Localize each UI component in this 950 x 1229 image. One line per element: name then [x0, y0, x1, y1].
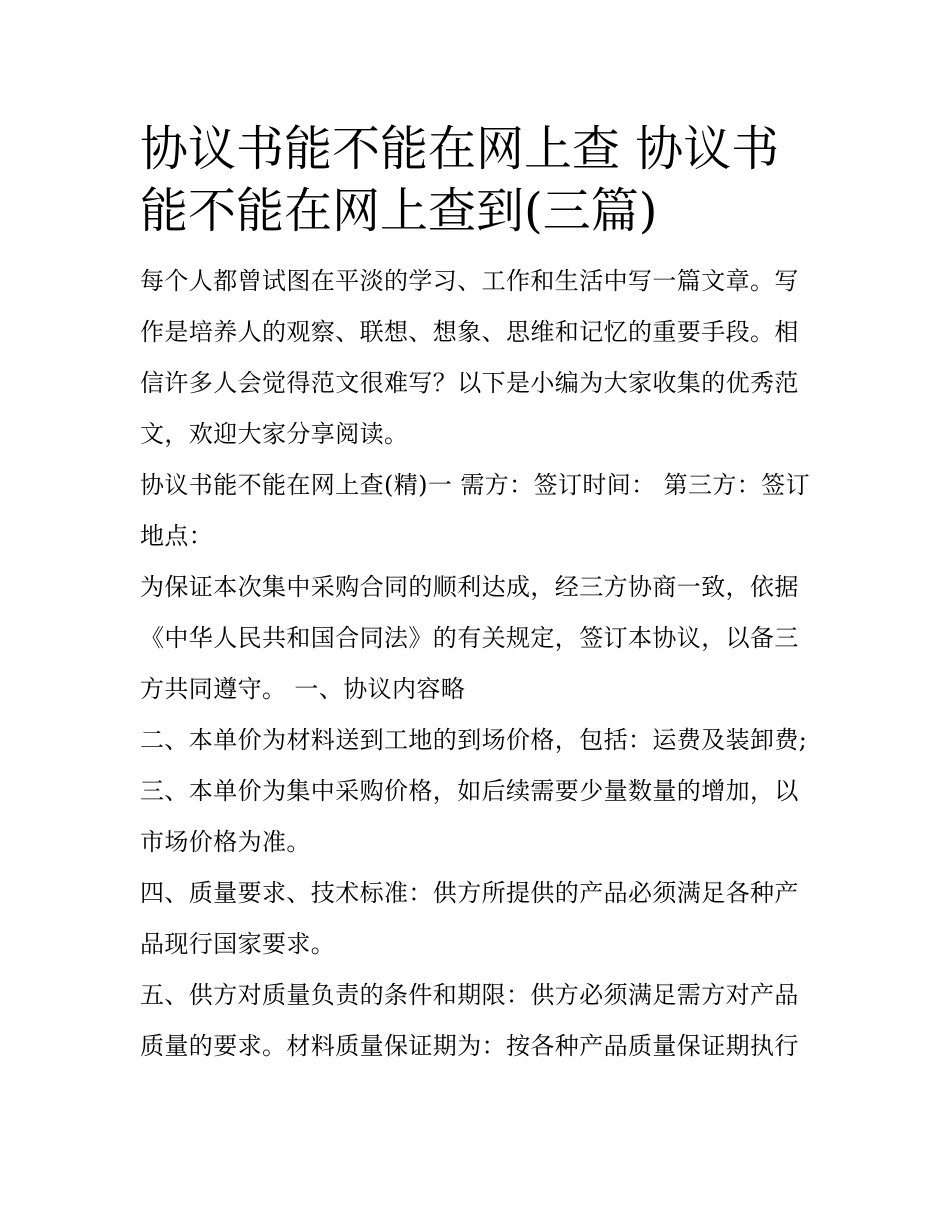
paragraph-parties: 协议书能不能在网上查(精)一 需方：签订时间： 第三方：签订地点： — [140, 471, 810, 550]
paragraph-clause-4: 四、质量要求、技术标准：供方所提供的产品必须满足各种产品现行国家要求。 — [140, 879, 799, 958]
paragraph-clause-2-3: 二、本单价为材料送到工地的到场价格，包括：运费及装卸费; 三、本单价为集中采购价格，如后续需要少量数量的增加，以市场价格为准。 — [140, 726, 808, 856]
document-page — [140, 118, 812, 1072]
paragraph-purpose: 为保证本次集中采购合同的顺利达成，经三方协商一致，依据《中华人民共和国合同法》的有关规定，签订本协议，以备三方共同遵守。 一、协议内容略 — [140, 573, 799, 703]
document-body — [140, 256, 812, 1072]
paragraph-clause-5: 五、供方对质量负责的条件和期限：供方必须满足需方对产品质量的要求。材料质量保证期为：按各种产品质量保证期执行 — [140, 981, 799, 1060]
paragraph-intro: 每个人都曾试图在平淡的学习、工作和生活中写一篇文章。写作是培养人的观察、联想、想象、思维和记忆的重要手段。相信许多人会觉得范文很难写？以下是小编为大家收集的优秀范文，欢迎大家分享阅读。 — [140, 267, 799, 448]
document-title: 协议书能不能在网上查 协议书能不能在网上查到(三篇) — [140, 121, 780, 239]
